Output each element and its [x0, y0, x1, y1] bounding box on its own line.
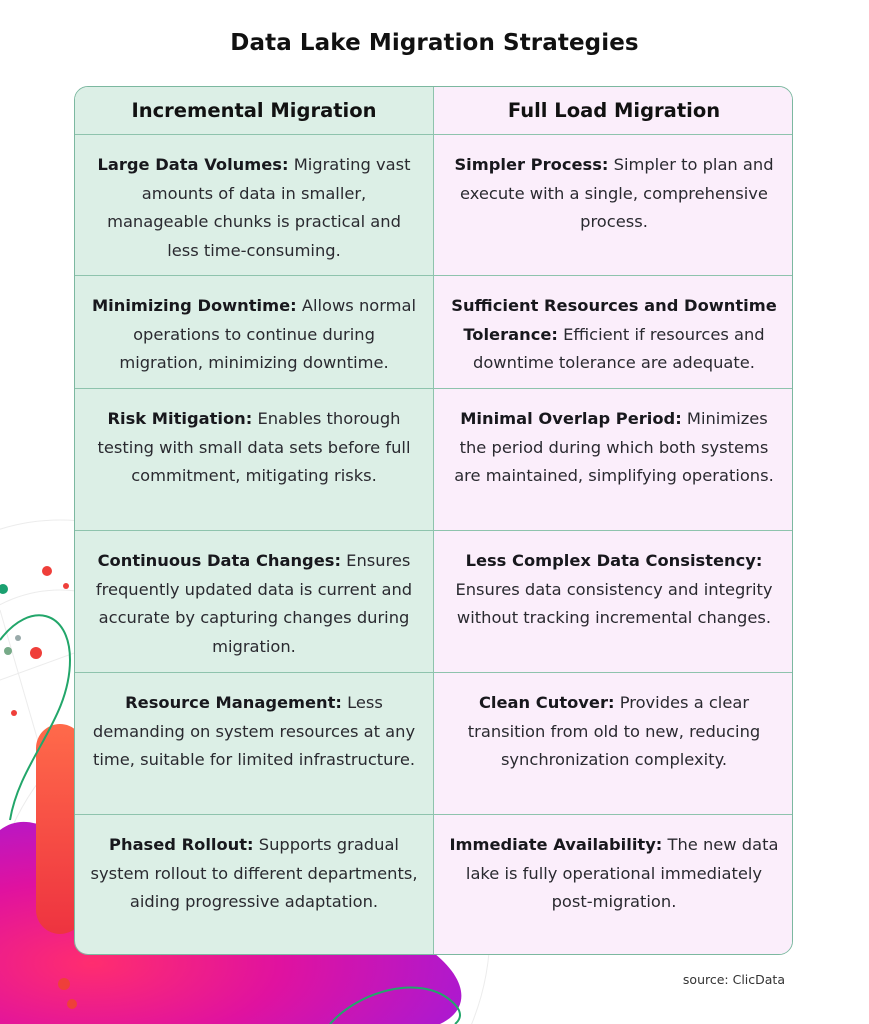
incremental-cell [75, 276, 434, 389]
full-cell [434, 531, 793, 673]
full-cell-text: The new data lake is fully operational immediately post-migration. [465, 835, 779, 911]
page-title: Data Lake Migration Strategies [230, 30, 639, 56]
full-cell-text: Efficient if resources and downtime tolerance are adequate. [473, 324, 765, 372]
full-cell-text: Simpler to plan and execute with a single, comprehensive process. [460, 155, 774, 231]
full-cell-heading: Clean Cutover: [478, 693, 615, 712]
column-header-full-load: Full Load Migration [434, 87, 793, 135]
incremental-cell [75, 673, 434, 815]
full-cell-heading: Minimal Overlap Period: [460, 409, 682, 428]
source-credit: source: ClicData [682, 972, 785, 987]
full-cell [434, 135, 793, 276]
incremental-cell-text: Supports gradual system rollout to different departments, aiding progressive adaptation. [90, 835, 418, 911]
comparison-table [74, 86, 793, 955]
full-cell-heading: Simpler Process: [454, 155, 609, 174]
incremental-cell [75, 135, 434, 276]
incremental-cell-text: Ensures frequently updated data is current and accurate by capturing changes during migration. [95, 551, 413, 656]
column-header-incremental: Incremental Migration [75, 87, 434, 135]
incremental-cell [75, 815, 434, 955]
full-cell-text: Provides a clear transition from old to new, reducing synchronization complexity. [467, 693, 761, 769]
incremental-cell-heading: Phased Rollout: [109, 835, 254, 854]
full-cell [434, 673, 793, 815]
incremental-cell-heading: Continuous Data Changes: [97, 551, 341, 570]
incremental-cell [75, 531, 434, 673]
incremental-cell-heading: Resource Management: [125, 693, 342, 712]
full-cell-text: Minimizes the period during which both systems are maintained, simplifying operations. [454, 409, 774, 485]
full-cell-heading: Immediate Availability: [449, 835, 663, 854]
full-cell [434, 389, 793, 531]
full-cell [434, 815, 793, 955]
incremental-cell-heading: Large Data Volumes: [97, 155, 289, 174]
incremental-cell-text: Migrating vast amounts of data in smaller, manageable chunks is practical and less time-consuming. [107, 155, 411, 260]
incremental-cell-heading: Risk Mitigation: [107, 409, 253, 428]
full-cell-heading: Sufficient Resources and Downtime Tolerance: [451, 296, 777, 344]
full-cell-heading: Less Complex Data Consistency: [465, 551, 763, 570]
full-cell [434, 276, 793, 389]
incremental-cell-heading: Minimizing Downtime: [91, 296, 297, 315]
full-cell-text: Ensures data consistency and integrity without tracking incremental changes. [455, 579, 773, 627]
incremental-cell [75, 389, 434, 531]
incremental-cell-text: Enables thorough testing with small data sets before full commitment, mitigating risks. [97, 409, 411, 485]
incremental-cell-text: Allows normal operations to continue during migration, minimizing downtime. [119, 296, 417, 372]
incremental-cell-text: Less demanding on system resources at any time, suitable for limited infrastructure. [92, 693, 416, 769]
